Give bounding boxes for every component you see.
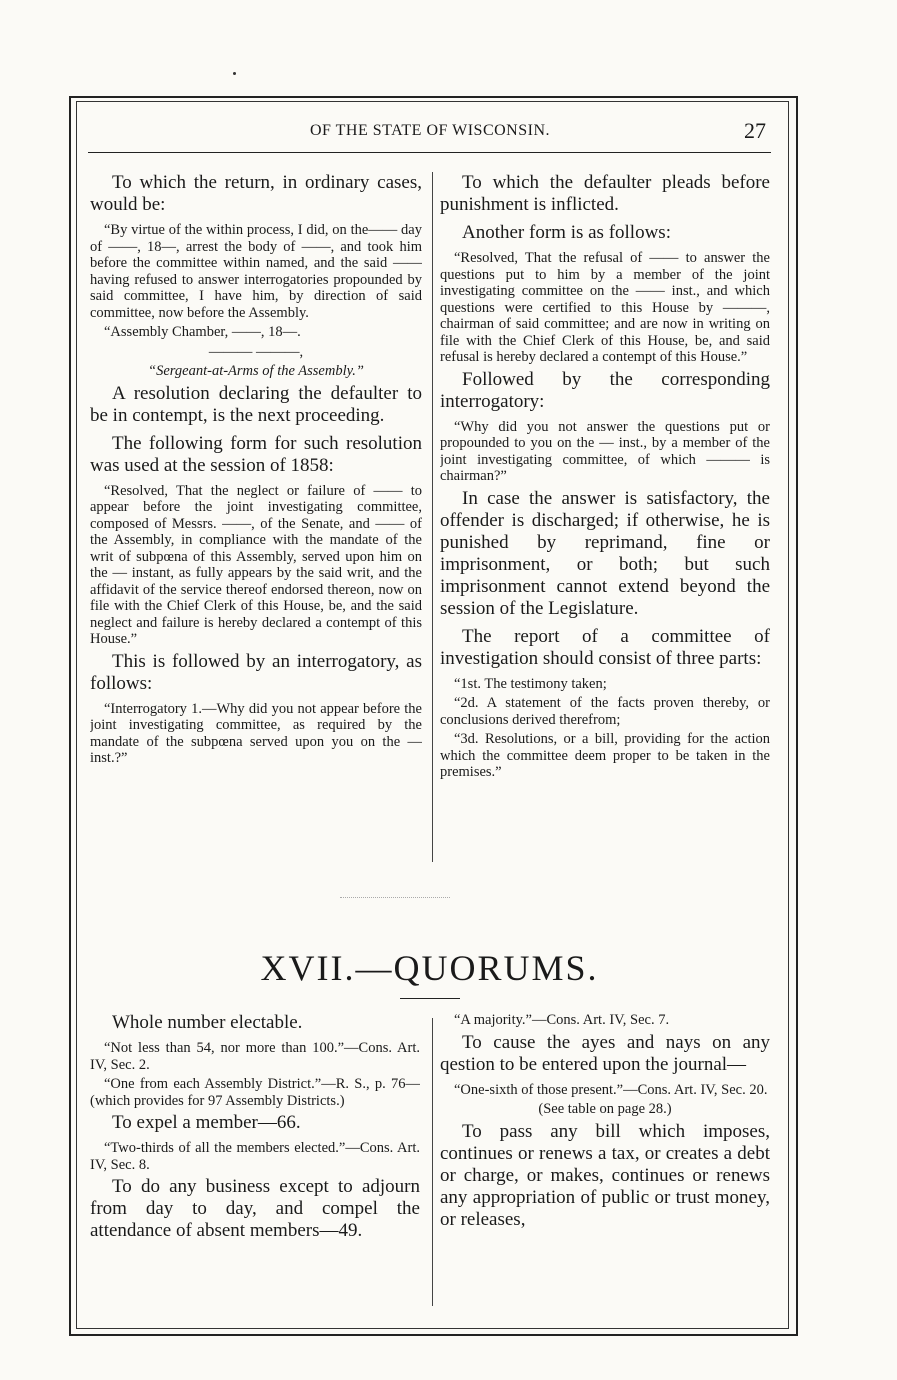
paragraph: To do any business except to adjourn from day to day, and compel the attendance of absent members—49. [90, 1176, 420, 1241]
paragraph: “Two-thirds of all the members elected.”—Cons. Art. IV, Sec. 8. [90, 1140, 420, 1173]
paragraph: To cause the ayes and nays on any qestion to be entered upon the journal— [440, 1031, 770, 1075]
paragraph: “One-sixth of those present.”—Cons. Art. IV, Sec. 20. [454, 1081, 768, 1098]
paragraph: “Interrogatory 1.—Why did you not appear before the joint investigating committee, as required by the mandate of the subpœna served upon you on the — inst.?” [90, 700, 422, 766]
page-number: 27 [744, 118, 766, 143]
paragraph: A resolution declaring the defaulter to be in contempt, is the next proceeding. [90, 382, 422, 426]
ink-dot [233, 72, 236, 75]
paragraph: ——— ———, [208, 343, 304, 360]
paragraph: This is followed by an interrogatory, as follows: [90, 650, 422, 694]
column-divider-top [432, 172, 433, 862]
paragraph: To pass any bill which imposes, continues or renews a tax, or creates a debt or charge, or makes, continues or renews any appropriation of public or trust money, or releases, [440, 1120, 770, 1230]
paragraph: The report of a committee of investigation should consist of three parts: [440, 625, 770, 669]
paragraph: “Not less than 54, nor more than 100.”—Cons. Art. IV, Sec. 2. [90, 1040, 420, 1073]
paragraph: “A majority.”—Cons. Art. IV, Sec. 7. [454, 1012, 670, 1028]
paragraph: Another form is as follows: [462, 222, 671, 243]
paragraph: To which the defaulter pleads before punishment is inflicted. [440, 172, 770, 215]
paragraph: “2d. A statement of the facts proven thereby, or conclusions derived therefrom; [440, 695, 770, 728]
column-divider-bottom [432, 1018, 433, 1306]
paragraph: “Sergeant-at-Arms of the Assembly.” [148, 363, 364, 379]
paragraph: Followed by the corresponding interrogatory: [440, 368, 770, 412]
left-column [90, 172, 422, 872]
paragraph: “One from each Assembly District.”—R. S., p. 76—(which provides for 97 Assembly Districts.) [90, 1076, 420, 1109]
paragraph: “Assembly Chamber, ——, 18—. [104, 324, 301, 340]
running-head-title: OF THE STATE OF WISCONSIN. [309, 122, 551, 139]
paragraph: “1st. The testimony taken; [454, 675, 607, 692]
running-header [90, 118, 770, 148]
paragraph: “Resolved, That the refusal of —— to answer the questions put to him by a member of the joint investigating committee on the —— inst., and which questions were certified to this House by ———, chairman of said committee; and are now in writing on file with the Chief Clerk of this House, be, and said refusal is hereby declared a contempt of this House.” [440, 250, 770, 365]
quorum-left-column [90, 1012, 420, 1312]
section-title-rule [400, 998, 460, 999]
paragraph: “By virtue of the within process, I did, on the—— day of ——, 18—, arrest the body of ——, and took him before the committee within named, and the said —— having refused to answer interrogatories propounded by said committee, I have him, by direction of said committee, now before the Assembly. [90, 222, 422, 321]
header-rule [88, 152, 771, 153]
paragraph: “3d. Resolutions, or a bill, providing for the action which the committee deem proper to be taken in the premises.” [440, 731, 770, 780]
paragraph: (See table on page 28.) [538, 1101, 672, 1117]
paragraph: “Resolved, That the neglect or failure of —— to appear before the joint investigating committee, composed of Messrs. ——, of the Senate, and —— of the Assembly, in compliance with the mandate of the writ of subpœna of this Assembly, served upon him on the — instant, as fully appears by the said writ, and the affidavit of the service thereof endorsed thereon, now on file with the Chief Clerk of this House, be, and the said neglect and failure is hereby declared a contempt of this House.” [90, 482, 422, 647]
paragraph: “Why did you not answer the questions put or propounded to you on the — inst., by a member of the joint investigating committee, of which ——— is chairman?” [440, 418, 770, 484]
section-ornament [340, 897, 450, 898]
paragraph: The following form for such resolution was used at the session of 1858: [90, 432, 422, 476]
paragraph: In case the answer is satisfactory, the offender is discharged; if otherwise, he is punished by reprimand, fine or imprisonment, or both; but such imprisonment cannot extend beyond the session of the Legislature. [440, 487, 770, 619]
paragraph: To expel a member—66. [112, 1112, 301, 1133]
right-column [440, 172, 770, 872]
section-title: XVII.—QUORUMS. [260, 948, 599, 988]
paragraph: Whole number electable. [112, 1012, 303, 1033]
quorum-right-column [440, 1012, 770, 1312]
paragraph: To which the return, in ordinary cases, would be: [90, 172, 422, 215]
